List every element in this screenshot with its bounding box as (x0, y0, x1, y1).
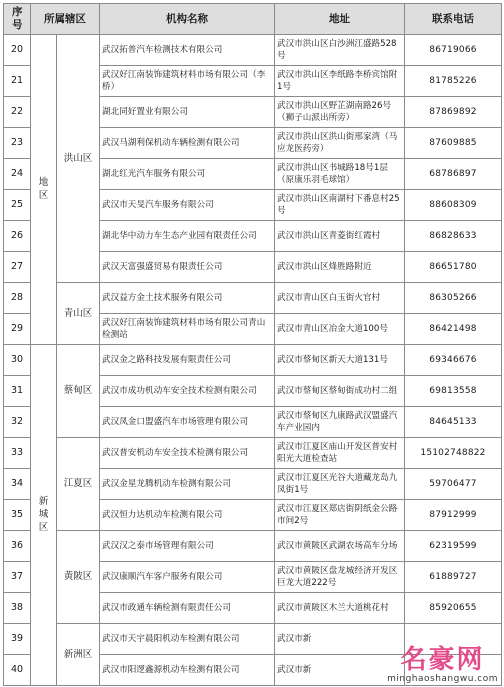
address: 武汉市黄陂区盘龙城经济开发区巨龙大道222号 (275, 562, 405, 593)
phone: 69813558 (405, 376, 502, 407)
row-index: 22 (4, 97, 31, 128)
address: 武汉市洪山区青菱街红霞村 (275, 221, 405, 252)
org-name: 武汉好江南装饰建筑材料市场有限公司青山检测站 (100, 314, 275, 345)
address: 武汉市洪山区白沙洲江盛路528号 (275, 35, 405, 66)
org-name: 武汉市政通车辆检测有限责任公司 (100, 593, 275, 624)
address: 武汉市洪山区洪山街邢家湾（马应龙医药旁） (275, 128, 405, 159)
address: 武汉市江夏区光谷大道藏龙岛九凤街1号 (275, 469, 405, 500)
org-name: 武汉汉之泰市场管理有限公司 (100, 531, 275, 562)
header-index: 序号 (4, 4, 31, 35)
org-name: 武汉天富强盛贸易有限责任公司 (100, 252, 275, 283)
phone: 62319599 (405, 531, 502, 562)
district-hongshan: 洪山区 (57, 35, 100, 283)
row-index: 32 (4, 407, 31, 438)
phone: 88608309 (405, 190, 502, 221)
row-index: 21 (4, 66, 31, 97)
table-row (4, 283, 502, 314)
phone: 87609885 (405, 128, 502, 159)
phone: 69346676 (405, 345, 502, 376)
phone: 86719066 (405, 35, 502, 66)
address: 武汉市黄陂区武湖农场高车分场 (275, 531, 405, 562)
org-name: 武汉市成功机动车安全技术检测有限公司 (100, 376, 275, 407)
org-name: 武汉拓普汽车检测技术有限公司 (100, 35, 275, 66)
org-name: 武汉好江南装饰建筑材料市场有限公司（李桥） (100, 66, 275, 97)
group-xincheng: 新城区 (31, 345, 57, 686)
phone: 86651780 (405, 252, 502, 283)
row-index: 36 (4, 531, 31, 562)
phone: 61889727 (405, 562, 502, 593)
institution-table (3, 3, 502, 686)
org-name: 武汉普安机动车安全技术检测有限公司 (100, 438, 275, 469)
address: 武汉市青山区白玉街火官村 (275, 283, 405, 314)
org-name: 武汉益方金土技术服务有限公司 (100, 283, 275, 314)
org-name: 武汉凤金口盟盛汽车市场管理有限公司 (100, 407, 275, 438)
watermark-logo: 名豪网 (400, 645, 485, 675)
org-name: 武汉金星龙腾机动车检测有限公司 (100, 469, 275, 500)
district-huangpi: 黄陂区 (57, 531, 100, 624)
address: 武汉市蔡甸区九康路武汉盟盛汽车产业园内 (275, 407, 405, 438)
phone: 68786897 (405, 159, 502, 190)
row-index: 39 (4, 624, 31, 655)
address: 武汉市青山区冶金大道100号 (275, 314, 405, 345)
org-name: 武汉市阳逻鑫源机动车检测有限公司 (100, 655, 275, 686)
org-name: 武汉市天宇晨阳机动车检测有限公司 (100, 624, 275, 655)
phone: 87912999 (405, 500, 502, 531)
row-index: 40 (4, 655, 31, 686)
address: 武汉市洪山区南湖村下番息村25号 (275, 190, 405, 221)
phone: 84645133 (405, 407, 502, 438)
row-index: 38 (4, 593, 31, 624)
table-header-row (4, 4, 502, 35)
row-index: 29 (4, 314, 31, 345)
address: 武汉市江夏区郑店街阴纸金公路市间2号 (275, 500, 405, 531)
org-name: 湖北红光汽车服务有限公司 (100, 159, 275, 190)
watermark-url: minghaoshangwu.com (387, 674, 498, 684)
header-address: 地址 (275, 4, 405, 35)
district-jiangxia: 江夏区 (57, 438, 100, 531)
org-name: 武汉马湖利保机动车辆检测有限公司 (100, 128, 275, 159)
address: 武汉市新 (275, 624, 405, 655)
header-org: 机构名称 (100, 4, 275, 35)
row-index: 24 (4, 159, 31, 190)
phone: 85920655 (405, 593, 502, 624)
row-index: 31 (4, 376, 31, 407)
row-index: 26 (4, 221, 31, 252)
phone: 59706477 (405, 469, 502, 500)
row-index: 35 (4, 500, 31, 531)
address: 武汉市蔡甸区蔡甸街成功村二组 (275, 376, 405, 407)
address: 武汉市洪山区烽胜路附近 (275, 252, 405, 283)
address: 武汉市洪山区李纸路李桥宾馆附1号 (275, 66, 405, 97)
org-name: 武汉市天旻汽车服务有限公司 (100, 190, 275, 221)
org-name: 湖北同好置业有限公司 (100, 97, 275, 128)
row-index: 25 (4, 190, 31, 221)
district-caidian: 蔡甸区 (57, 345, 100, 438)
phone: 86828633 (405, 221, 502, 252)
phone: 87869892 (405, 97, 502, 128)
table-row (4, 438, 502, 469)
address: 武汉市黄陂区木兰大道桃花村 (275, 593, 405, 624)
row-index: 34 (4, 469, 31, 500)
header-phone: 联系电话 (405, 4, 502, 35)
phone: 15102748822 (405, 438, 502, 469)
row-index: 28 (4, 283, 31, 314)
group-diqu: 地区 (31, 35, 57, 345)
address: 武汉市蔡甸区新天大道131号 (275, 345, 405, 376)
district-qingshan: 青山区 (57, 283, 100, 345)
org-name: 武汉恒力达机动车检测有限公司 (100, 500, 275, 531)
header-district: 所属辖区 (31, 4, 100, 35)
address: 武汉市洪山区野芷湖南路26号（狮子山派出所旁） (275, 97, 405, 128)
phone: 81785226 (405, 66, 502, 97)
row-index: 20 (4, 35, 31, 66)
address: 武汉市新 (275, 655, 405, 686)
phone: 86421498 (405, 314, 502, 345)
row-index: 30 (4, 345, 31, 376)
row-index: 27 (4, 252, 31, 283)
table-row (4, 531, 502, 562)
row-index: 37 (4, 562, 31, 593)
table-row (4, 35, 502, 66)
row-index: 33 (4, 438, 31, 469)
org-name: 武汉康顺汽车客户服务有限公司 (100, 562, 275, 593)
org-name: 湖北华中动力车生态产业园有限责任公司 (100, 221, 275, 252)
watermark (387, 646, 498, 684)
row-index: 23 (4, 128, 31, 159)
address: 武汉市洪山区书城路18号1层（原康乐羽毛球馆） (275, 159, 405, 190)
table-row (4, 345, 502, 376)
phone: 86305266 (405, 283, 502, 314)
address: 武汉市江夏区庙山开发区普安村阳光大道检查站 (275, 438, 405, 469)
org-name: 武汉金之路科技发展有限责任公司 (100, 345, 275, 376)
district-xinzhou: 新洲区 (57, 624, 100, 686)
